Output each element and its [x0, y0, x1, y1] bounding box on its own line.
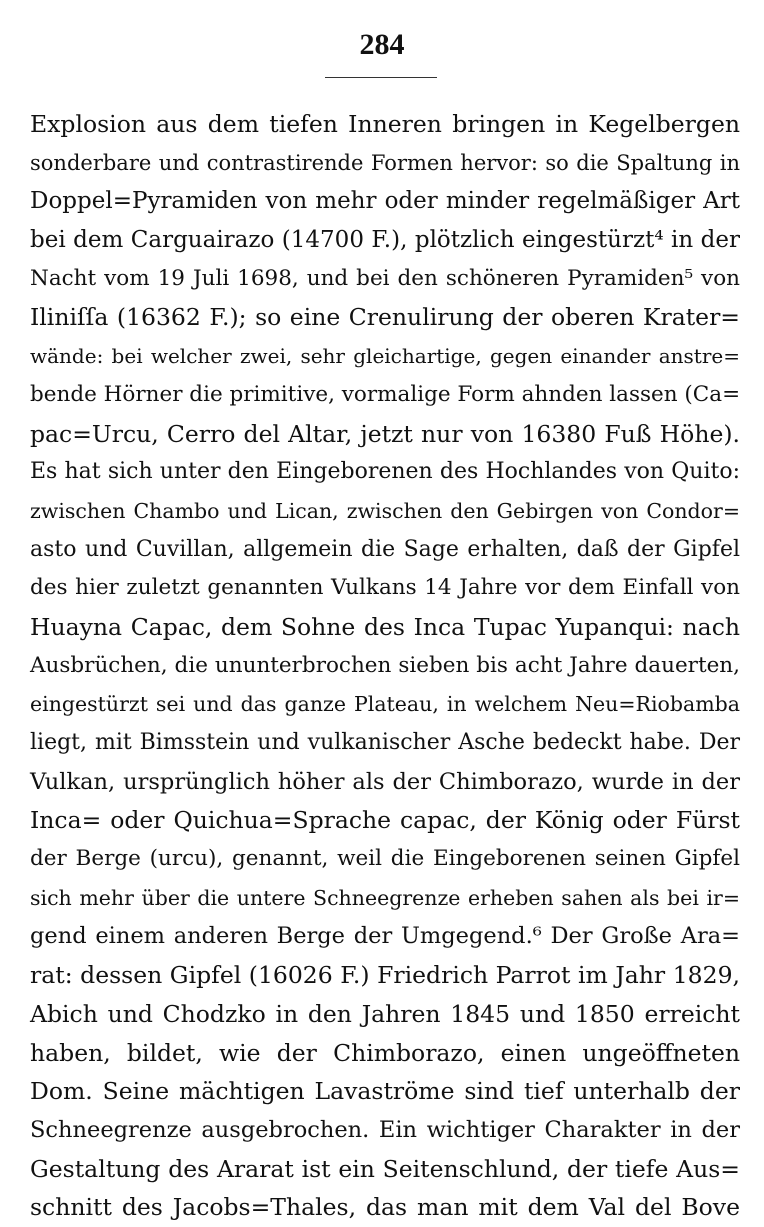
text-line: gend einem anderen Berge der Umgegend.⁶ Der Große Ara= — [30, 923, 740, 950]
text-line: zwischen Chambo und Lican, zwischen den Gebirgen von Condor= — [30, 498, 740, 523]
text-line: Inca= oder Quichua=Sprache capac, der König oder Fürst — [30, 806, 740, 835]
text-line: pac=Urcu, Cerro del Altar, jetzt nur von 16380 Fuß Höhe). — [30, 419, 740, 448]
text-line: Es hat sich unter den Eingeborenen des Hochlandes von Quito: — [30, 459, 740, 485]
text-line: Explosion aus dem tiefen Inneren bringen in Kegelbergen — [30, 110, 740, 138]
text-line: schnitt des Jacobs=Thales, das man mit dem Val del Bove — [30, 1193, 740, 1222]
text-line: rat: dessen Gipfel (16026 F.) Friedrich Parrot im Jahr 1829, — [30, 961, 740, 990]
text-line: Schneegrenze ausgebrochen. Ein wichtiger Charakter in der — [30, 1116, 740, 1143]
text-line: Ausbrüchen, die ununterbrochen sieben bis acht Jahre dauerten, — [30, 652, 740, 678]
text-line: Abich und Chodzko in den Jahren 1845 und 1850 erreicht — [30, 999, 740, 1028]
text-line: Nacht vom 19 Juli 1698, und bei den schöneren Pyramiden⁵ von — [30, 265, 740, 291]
text-line: Doppel=Pyramiden von mehr oder minder regelmäßiger Art — [30, 188, 740, 215]
text-line: Gestaltung des Ararat ist ein Seitenschlund, der tiefe Aus= — [30, 1154, 740, 1183]
page-number: 284 — [359, 28, 405, 61]
text-line: Huayna Capac, dem Sohne des Inca Tupac Yupanqui: nach — [30, 612, 740, 641]
text-line: Dom. Seine mächtigen Lavaströme sind tief unterhalb der — [30, 1077, 740, 1106]
text-line: Vulkan, ursprünglich höher als der Chimborazo, wurde in der — [30, 768, 740, 795]
text-line: liegt, mit Bimsstein und vulkanischer Asche bedeckt habe. Der — [30, 730, 740, 755]
text-line: wände: bei welcher zwei, sehr gleichartige, gegen einander anstre= — [30, 344, 740, 369]
body-text — [30, 105, 740, 1227]
text-line: sonderbare und contrastirende Formen hervor: so die Spaltung in — [30, 150, 740, 175]
header-rule — [325, 77, 437, 78]
text-line: der Berge (urcu), genannt, weil die Eingeborenen seinen Gipfel — [30, 846, 740, 872]
text-line: Iliniſſa (16362 F.); so eine Crenulirung der oberen Krater= — [30, 303, 740, 332]
text-line: eingestürzt sei und das ganze Plateau, in welchem Neu=Riobamba — [30, 692, 740, 717]
text-line: bei dem Carguairazo (14700 F.), plötzlich eingestürzt⁴ in der — [30, 227, 740, 254]
text-line: asto und Cuvillan, allgemein die Sage erhalten, daß der Gipfel — [30, 536, 740, 562]
text-line: haben, bildet, wie der Chimborazo, einen ungeöffneten — [30, 1038, 740, 1067]
text-line: sich mehr über die untere Schneegrenze erheben sahen als bei ir= — [30, 885, 740, 910]
text-line: bende Hörner die primitive, vormalige Form ahnden lassen (Ca= — [30, 381, 741, 407]
text-line: des hier zuletzt genannten Vulkans 14 Jahre vor dem Einfall von — [30, 575, 740, 601]
